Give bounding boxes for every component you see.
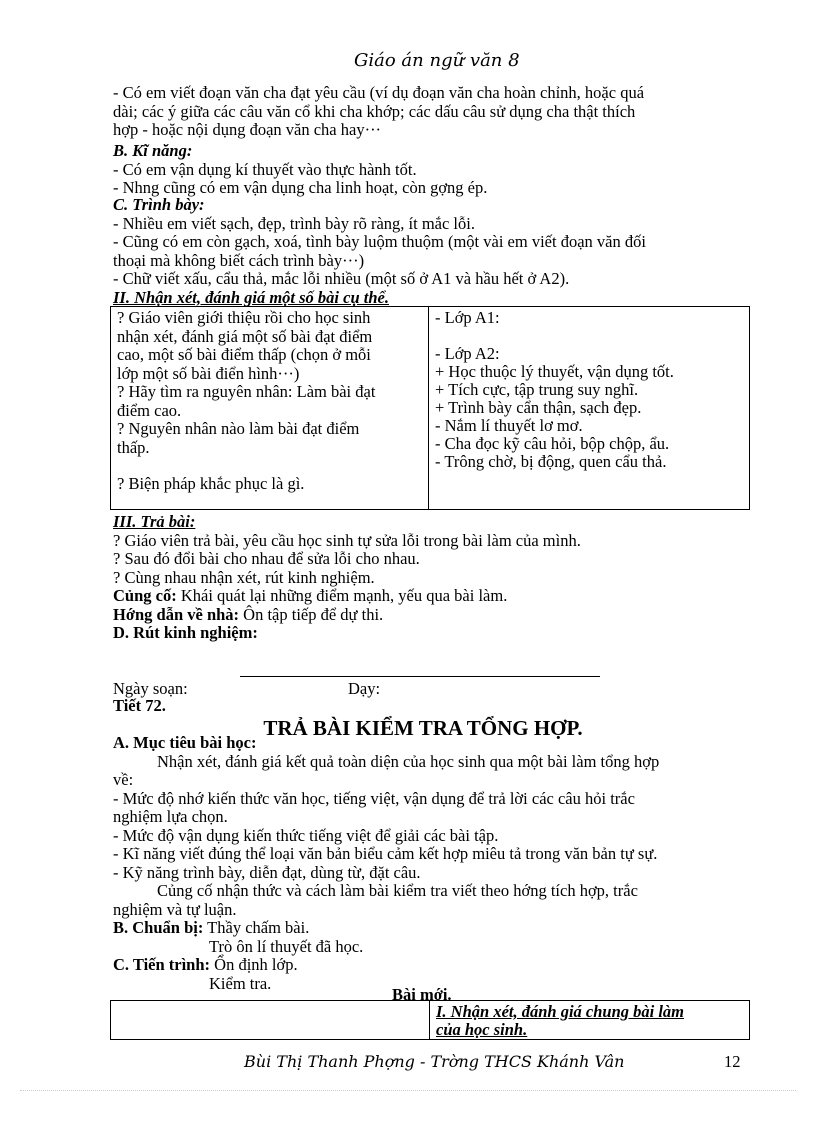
section3-heading: III. Trả bài:: [113, 512, 196, 531]
table-line: - Cha đọc kỹ câu hỏi, bộp chộp, ẩu.: [435, 434, 670, 453]
text-line: [113, 938, 733, 957]
experience-label: D. Rút kinh nghiệm:: [113, 623, 258, 642]
process-step2: Kiểm tra.: [209, 973, 272, 993]
page-divider: [20, 1090, 796, 1091]
page-number: 12: [724, 1052, 741, 1071]
header-title: Giáo án ngữ văn 8: [354, 50, 520, 71]
lesson-title: TRẢ BÀI KIỂM TRA TỔNG HỢP.: [263, 716, 583, 740]
process-line: [113, 956, 733, 975]
table-line: thấp.: [117, 437, 150, 457]
table-line: lớp một số bài điển hình···): [117, 363, 300, 383]
preparation-line: [113, 919, 733, 938]
text-line: ? Cùng nhau nhận xét, rút kinh nghiệm.: [113, 567, 375, 587]
table-right-cell: [430, 1001, 749, 1039]
preparation-label: B. Chuẩn bị:: [113, 918, 204, 937]
table-line: nhận xét, đánh giá một số bài đạt điểm: [117, 326, 373, 346]
new-lesson-label: Bài mới.: [392, 985, 452, 1004]
table-line: ? Hãy tìm ra nguyên nhân: Làm bài đạt: [117, 382, 376, 401]
text-line: về:: [113, 770, 134, 789]
date-taught-label: Dạy:: [347, 679, 381, 698]
text-line: ? Giáo viên trả bài, yêu cầu học sinh tự sửa lỗi trong bài làm của mình.: [113, 530, 581, 550]
consolidate-line: [113, 587, 733, 606]
table-line: I. Nhận xét, đánh giá chung bài làm: [436, 1002, 685, 1021]
spacer: [435, 327, 743, 345]
preparation-teacher: Thầy chấm bài.: [203, 918, 310, 937]
text-line: - Có em vận dụng kí thuyết vào thực hành tốt.: [113, 159, 417, 179]
table-line: ? Biện pháp khắc phục là gì.: [117, 474, 305, 493]
homework-label: Hớng dẫn về nhà:: [113, 604, 240, 624]
section2-heading: II. Nhận xét, đánh giá một số bài cụ thể.: [113, 288, 389, 307]
objectives-section: [113, 734, 733, 993]
homework-line: [113, 606, 733, 625]
text-line: ? Sau đó đổi bài cho nhau để sửa lỗi cho nhau.: [113, 549, 420, 568]
presentation-heading: C. Trình bày:: [113, 195, 205, 214]
text-line: - Chữ viết xấu, cẩu thả, mắc lỗi nhiều (một số ở A1 và hầu hết ở A2).: [113, 269, 570, 288]
objectives-intro: Nhận xét, đánh giá kết quả toàn diện của học sinh qua một bài làm tổng hợp: [157, 751, 660, 771]
table-line: + Tích cực, tập trung suy nghĩ.: [435, 380, 639, 399]
table-line: cao, một số bài điểm thấp (chọn ở mỗi: [117, 345, 371, 364]
text-line: - Nhng cũng có em vận dụng cha linh hoạt, còn gợng ép.: [113, 178, 488, 197]
date-prepared-label: Ngày soạn:: [113, 679, 188, 698]
text-line: dài; các ý giữa các câu văn cổ khi cha khớp; các dấu câu sử dụng cha thật thích: [113, 101, 636, 121]
preparation-student: Trò ôn lí thuyết đã học.: [209, 936, 364, 956]
text-line: [113, 882, 733, 901]
dates-row: [113, 680, 733, 699]
text-line: nghiệm và tự luận.: [113, 899, 237, 919]
skills-section: [113, 142, 733, 198]
consolidate-label: Củng cố:: [113, 586, 177, 605]
text-line: - Nhiều em viết sạch, đẹp, trình bày rõ ràng, ít mắc lỗi.: [113, 213, 475, 233]
lesson-number: Tiết 72.: [113, 696, 166, 715]
text-line: - Mức độ nhớ kiến thức văn học, tiếng việt, vận dụng để trả lời các câu hỏi trắc: [113, 788, 635, 808]
process-step1: Ổn định lớp.: [210, 955, 298, 974]
text-line: - Kỹ năng trình bày, diễn đạt, dùng từ, đặt câu.: [113, 862, 421, 882]
table-line: + Học thuộc lý thuyết, vận dụng tốt.: [435, 362, 674, 381]
teacher-questions-column: [111, 307, 429, 509]
presentation-section: [113, 196, 733, 289]
summary-table: [110, 1000, 750, 1040]
table-line: - Trông chờ, bị động, quen cẩu thả.: [435, 452, 667, 471]
signature-line: [240, 676, 600, 677]
table-line: - Lớp A1:: [435, 308, 500, 327]
table-left-cell: [111, 1001, 430, 1039]
text-line: - Cũng có em còn gạch, xoá, tình bày luộm thuộm (một vài em viết đoạn văn đối: [113, 232, 646, 251]
consolidate-text: Khái quát lại những điểm mạnh, yếu qua bài làm.: [176, 586, 508, 605]
text-line: thoại mà không biết cách trình bày···): [113, 250, 365, 270]
text-line: hợp - hoặc nội dụng đoạn văn cha hay···: [113, 120, 382, 139]
text-line: [113, 753, 733, 772]
table-line: của học sinh.: [436, 1020, 528, 1039]
section3: [113, 513, 733, 643]
answers-column: [429, 307, 749, 509]
text-line: - Mức độ vận dụng kiến thức tiếng việt để giải các bài tập.: [113, 825, 499, 845]
table-line: - Nắm lí thuyết lơ mơ.: [435, 416, 583, 435]
text-line: - Có em viết đoạn văn cha đạt yêu cầu (ví dụ đoạn văn cha hoàn chỉnh, hoặc quá: [113, 83, 645, 102]
objectives-heading: A. Mục tiêu bài học:: [113, 733, 257, 752]
intro-paragraph: [113, 84, 733, 140]
footer-author: Bùi Thị Thanh Phợng - Trờng THCS Khánh Vân: [244, 1052, 625, 1071]
process-label: C. Tiến trình:: [113, 955, 211, 974]
review-table: [110, 306, 750, 510]
table-line: ? Giáo viên giới thiệu rồi cho học sinh: [117, 308, 371, 327]
table-line: - Lớp A2:: [435, 344, 500, 363]
text-line: nghiệm lựa chọn.: [113, 807, 228, 826]
table-line: ? Nguyên nhân nào làm bài đạt điểm: [117, 419, 360, 438]
homework-text: Ôn tập tiếp để dự thi.: [239, 604, 384, 624]
spacer: [117, 457, 422, 475]
text-line: - Kĩ năng viết đúng thể loại văn bản biểu cảm kết hợp miêu tả trong văn bản tự sự.: [113, 844, 658, 863]
table-line: điểm cao.: [117, 400, 182, 420]
skills-heading: B. Kĩ năng:: [113, 141, 193, 160]
objectives-closing: Củng cố nhận thức và cách làm bài kiểm tra viết theo hớng tích hợp, trắc: [157, 881, 638, 900]
table-line: + Trình bày cẩn thận, sạch đẹp.: [435, 398, 642, 417]
